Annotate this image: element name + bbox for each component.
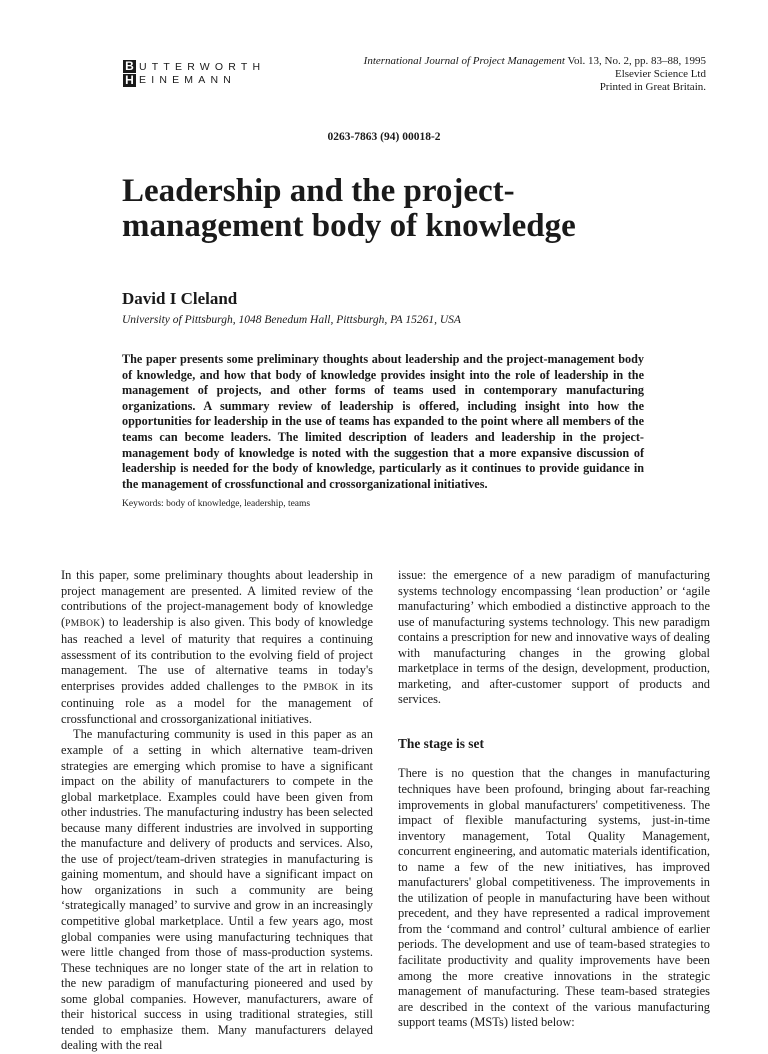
doi-code: 0263-7863 (94) 00018-2 (327, 131, 441, 143)
author-affiliation: University of Pittsburgh, 1048 Benedum Hall, Pittsburgh, PA 15261, USA (122, 314, 461, 326)
body-paragraph: There is no question that the changes in manufacturing techniques have been profound, bringing about far-reaching improvements in global manufacturers' competitiveness. The impact of flexible manufacturing systems, just-in-time inventory management, Total Quality Management, concurrent engineering, and automatic materials identification, to name a few of the new initiatives, has improved manufacturers' global competitiveness. The improvements in the utilization of people in manufacturing have been without precedent, and they have represented a radical improvement from the ‘command and control’ cultural ambience of earlier periods. The development and use of team-based strategies to facilitate productivity and quality improvements have been among the more creative innovations in the strategic management of manufacturing. These team-based strategies are described in the context of the various manufacturing support teams (MSTs) listed below: (398, 766, 710, 1030)
paper-title: Leadership and the project-management body of knowledge (122, 173, 576, 244)
publisher-logo (123, 60, 283, 92)
acronym-pmbok: PMBOK (65, 618, 101, 629)
text-run: in its continuing role as a model for the management of crossfunctional and crossorganizational initiatives. (61, 678, 373, 726)
logo-initial-h: H (123, 74, 136, 87)
body-column-right (398, 568, 710, 1031)
body-paragraph (61, 568, 373, 727)
acronym-pmbok: PMBOK (303, 682, 339, 693)
abstract: The paper presents some preliminary thoughts about leadership and the project-management body of knowledge, and how that body of knowledge provides insight into the role of leadership in the management of projects, and other forms of teams used in contemporary manufacturing organizations. A summary review of leadership is offered, including insight into how the opportunities for leadership in the use of teams has expanded to the point where all members of the teams can become leaders. The limited description of leaders and leadership in the project-management body of knowledge is noted with the suggestion that a more expansive discussion of leadership is needed for the body of knowledge, particularly as it continues to provide guidance in the management of crossfunctional and crossorganizational initiatives. (122, 352, 644, 491)
journal-publisher: Elsevier Science Ltd (614, 68, 706, 80)
text-run: In this paper, some preliminary thoughts about leadership in project management are presented. A limited review of the contributions of the project-management body of knowledge ( (61, 568, 373, 629)
logo-word-bottom: EINEMANN (139, 74, 237, 86)
keywords: Keywords: body of knowledge, leadership, teams (122, 499, 311, 509)
journal-printed: Printed in Great Britain. (599, 81, 706, 93)
logo-initial-b: B (123, 60, 136, 73)
body-paragraph: The manufacturing community is used in this paper as an example of a setting in which alternative team-driven strategies are emerging which promise to have a significant impact on the ability of manufacturers to compete in the global marketplace. Examples could have been given from other industries. The manufacturing industry has been selected because many different industries are involved in supporting the manufacture and delivery of products and services. Also, the use of project/team-driven strategies in manufacturing is gaining momentum, and should have a significant impact on how organizations in such a community are being ‘strategically managed’ to survive and grow in an increasingly competitive global marketplace. Until a few years ago, most global companies were using manufacturing techniques that were little changed from those of mass-production systems. These techniques are no longer state of the art in relation to the new paradigm of manufacturing pioneered and used by some global companies. However, manufacturers, aware of their historical success in using traditional strategies, still tended to emphasize them. Many manufacturers delayed dealing with the real (61, 727, 373, 1053)
journal-name: International Journal of Project Management (363, 55, 565, 67)
logo-word-top: UTTERWORTH (139, 61, 266, 73)
section-heading: The stage is set (398, 735, 484, 751)
author-name: David I Cleland (122, 289, 238, 308)
text-run: ) to leadership is also given. This body of knowledge has reached a level of maturity that requires a continuing assessment of its contribution to the evolving field of project management. The use of alternative teams in today's enterprises provides added challenges to the (61, 614, 373, 693)
body-paragraph: issue: the emergence of a new paradigm of manufacturing systems technology encompassing ‘lean production’ or ‘agile manufacturing’ which embodied a distinctive approach to the use of manufacturing systems technology. This new paradigm contains a prescription for new and innovative ways of dealing with manufacturing changes in the growing global marketplace in terms of the design, development, production, marketing, and after-customer support of products and services. (398, 568, 710, 707)
body-column-left (61, 568, 373, 1054)
journal-issue: Vol. 13, No. 2, pp. 83–88, 1995 (567, 55, 706, 67)
journal-info (346, 55, 706, 94)
